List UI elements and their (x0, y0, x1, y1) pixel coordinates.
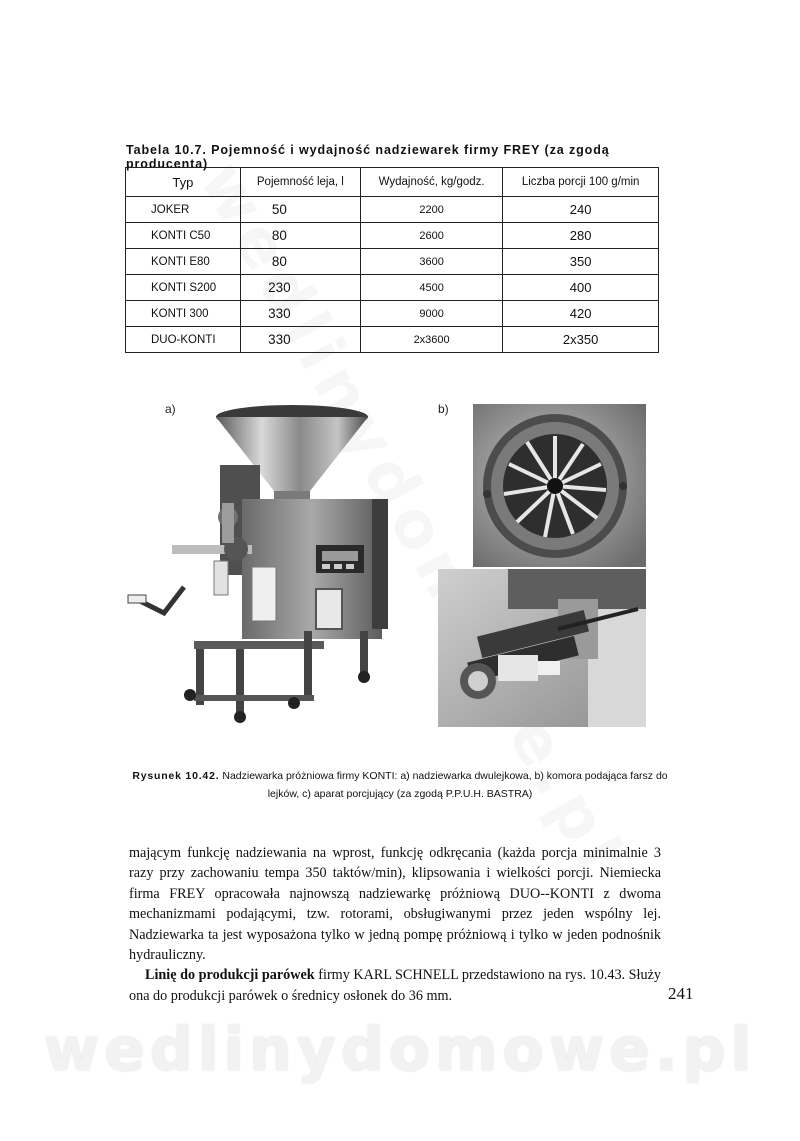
figure-caption-lead: Rysunek 10.42. (132, 770, 220, 782)
photo-vacuum-stuffer (124, 399, 396, 727)
cell-type: KONTI S200 (126, 275, 241, 301)
cell-portions: 420 (503, 301, 659, 327)
cell-portions: 350 (503, 249, 659, 275)
panel-label-b: b) (438, 402, 449, 416)
table-row (126, 249, 659, 275)
feed-chamber-illustration (473, 404, 646, 567)
cell-type: DUO-KONTI (126, 327, 241, 353)
photo-feed-chamber (473, 404, 646, 567)
cell-portions: 2x350 (503, 327, 659, 353)
cell-throughput: 9000 (360, 301, 502, 327)
cell-type: KONTI E80 (126, 249, 241, 275)
body-paragraph-rest: firmy KARL SCHNELL przedstawiono na rys. 10.43. Służy ona do produkcji parówek o średnicy osłonek do 36 mm. (129, 967, 661, 1004)
table-row (126, 275, 659, 301)
panel-label-a: a) (165, 402, 176, 416)
header-hopper-capacity: Pojemność leja, l (240, 168, 360, 197)
frey-capacity-table (125, 167, 659, 353)
portioning-device-illustration (438, 569, 646, 727)
stuffer-machine-illustration (124, 399, 396, 727)
table-row (126, 327, 659, 353)
header-portions: Liczba porcji 100 g/min (503, 168, 659, 197)
body-paragraph (129, 965, 661, 1006)
figure-caption (120, 767, 680, 803)
cell-type: KONTI 300 (126, 301, 241, 327)
body-paragraph: mającym funkcję nadziewania na wprost, funkcję odkręcania (każda porcja minimalnie 3 razy przy zachowaniu tempa 350 taktów/min), klipsowania i wielkości porcji. Niemiecka firma FREY opracowała najnowszą nadziewarkę próżniową DUO--KONTI z dwoma mechanizmami podającymi, tzw. rotorami, obsługiwanymi przez jeden wspólny lej. Nadziewarka ta jest wyposażona tylko w jedną pompę próżniową i tylko w jeden podnośnik hydrauliczny. (129, 845, 661, 964)
table-row (126, 301, 659, 327)
cell-type: KONTI C50 (126, 223, 241, 249)
cell-capacity: 330 (240, 301, 360, 327)
figure-caption-text: Nadziewarka próżniowa firmy KONTI: a) nadziewarka dwulejkowa, b) komora podająca farsz do lejków, c) aparat porcjujący (za zgodą P.P.U.H. BASTRA) (219, 770, 668, 800)
table-caption: Tabela 10.7. Pojemność i wydajność nadziewarek firmy FREY (za zgodą producenta) (126, 143, 610, 171)
header-type: Typ (126, 168, 241, 197)
cell-capacity: 80 (240, 223, 360, 249)
cell-capacity: 330 (240, 327, 360, 353)
cell-throughput: 2600 (360, 223, 502, 249)
cell-capacity: 80 (240, 249, 360, 275)
body-text (129, 843, 661, 1006)
table-row (126, 223, 659, 249)
cell-portions: 280 (503, 223, 659, 249)
cell-type: JOKER (126, 197, 241, 223)
cell-throughput: 2200 (360, 197, 502, 223)
cell-portions: 400 (503, 275, 659, 301)
table-row (126, 197, 659, 223)
body-paragraph-bold: Linię do produkcji parówek (145, 967, 315, 984)
footer-watermark: wedlinydomowe.pl (43, 1015, 757, 1085)
cell-throughput: 2x3600 (360, 327, 502, 353)
table-header-row (126, 168, 659, 197)
cell-capacity: 230 (240, 275, 360, 301)
cell-capacity: 50 (240, 197, 360, 223)
cell-throughput: 3600 (360, 249, 502, 275)
cell-throughput: 4500 (360, 275, 502, 301)
page-number: 241 (668, 984, 694, 1003)
cell-portions: 240 (503, 197, 659, 223)
photo-portioning-device (438, 569, 646, 727)
header-throughput: Wydajność, kg/godz. (360, 168, 502, 197)
